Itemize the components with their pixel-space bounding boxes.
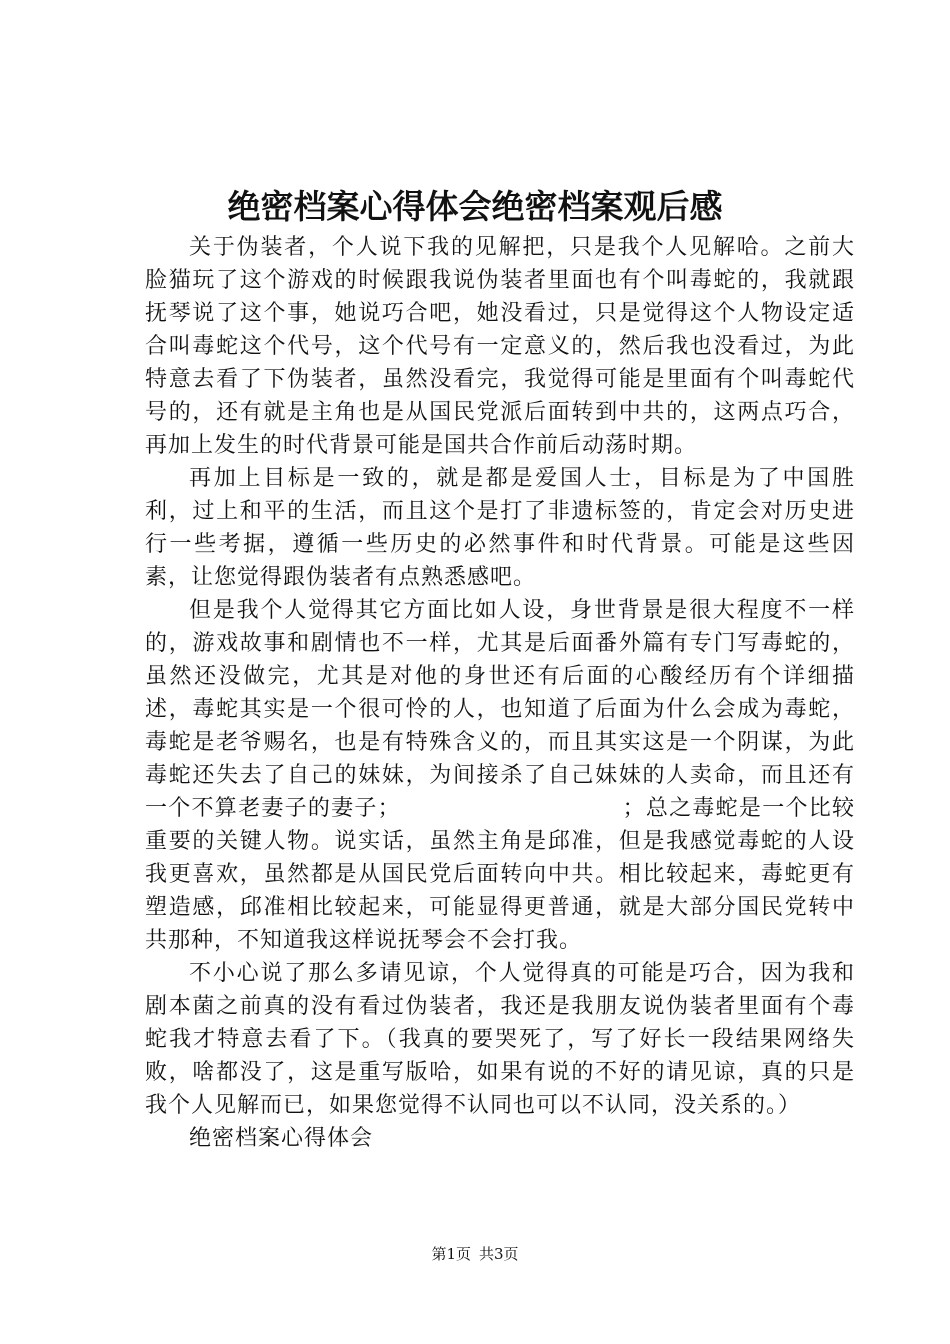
paragraph: 不小心说了那么多请见谅，个人觉得真的可能是巧合，因为我和剧本菌之前真的没有看过伪装者，我还是我朋友说伪装者里面有个毒蛇我才特意去看了下。（我真的要哭死了，写了好长一段结果网络失败，啥都没了，这是重写版哈，如果有说的不好的请见谅，真的只是我个人见解而已，如果您觉得不认同也可以不认同，没关系的。） [145, 961, 855, 1118]
paragraph: 关于伪装者，个人说下我的见解把，只是我个人见解哈。之前大脸猫玩了这个游戏的时候跟我说伪装者里面也有个叫毒蛇的，我就跟抚琴说了这个事，她说巧合吧，她没看过，只是觉得这个人物设定适合叫毒蛇这个代号，这个代号有一定意义的，然后我也没看过，为此特意去看了下伪装者，虽然没看完，我觉得可能是里面有个叫毒蛇代号的，还有就是主角也是从国民党派后面转到中共的，这两点巧合，再加上发生的时代背景可能是国共合作前后动荡时期。 [145, 235, 855, 458]
page-number: 第1页 [431, 1245, 471, 1263]
paragraph: 但是我个人觉得其它方面比如人设，身世背景是很大程度不一样的，游戏故事和剧情也不一样，尤其是后面番外篇有专门写毒蛇的，虽然还没做完，尤其是对他的身世还有后面的心酸经历有个详细描述，毒蛇其实是一个很可怜的人，也知道了后面为什么会成为毒蛇，毒蛇是老爷赐名，也是有特殊含义的，而且其实这是一个阴谋，为此毒蛇还失去了自己的妹妹，为间接杀了自己妹妹的人卖命，而且还有一个不算老妻子的妻子； ；总之毒蛇是一个比较重要的关键人物。说实话，虽然主角是邱准，但是我感觉毒蛇的人设我更喜欢，虽然都是从国民党后面转向中共。相比较起来，毒蛇更有塑造感，邱准相比较起来，可能显得更普通，就是大部分国民党转中共那种，不知道我这样说抚琴会不会打我。 [145, 598, 855, 953]
page-total: 共3页 [479, 1245, 519, 1263]
page-footer [0, 1243, 950, 1265]
document-body [145, 231, 855, 1155]
document-title: 绝密档案心得体会绝密档案观后感 [227, 187, 723, 226]
paragraph-heading: 绝密档案心得体会 [189, 1126, 374, 1151]
paragraph: 再加上目标是一致的，就是都是爱国人士，目标是为了中国胜利，过上和平的生活，而且这个是打了非遗标签的，肯定会对历史进行一些考据，遵循一些历史的必然事件和时代背景。可能是这些因素，让您觉得跟伪装者有点熟悉感吧。 [145, 466, 855, 590]
